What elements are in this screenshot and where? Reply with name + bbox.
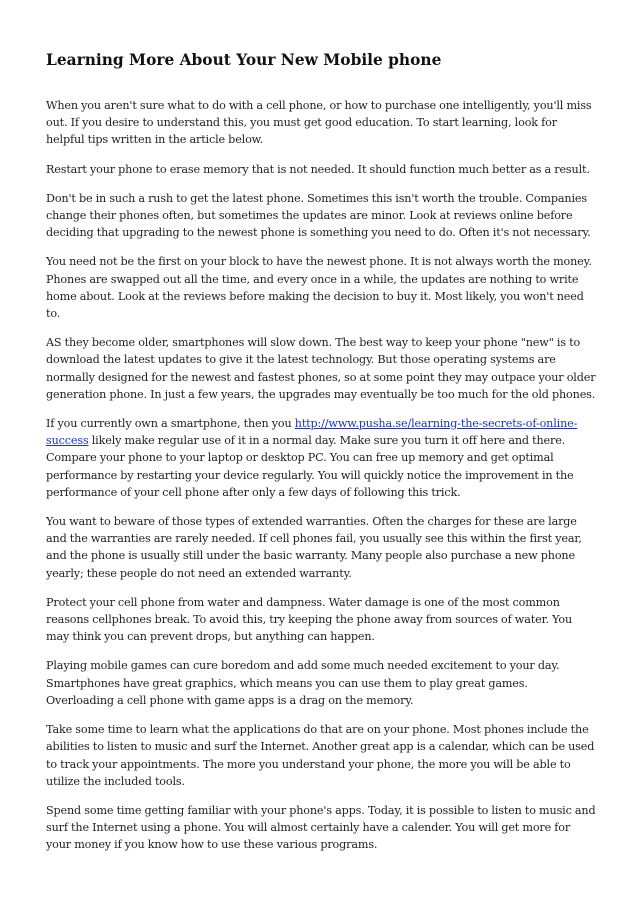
paragraph: Playing mobile games can cure boredom and add some much needed excitement to your day. Smartphones have great graphics, which means you can use them to play great games. Overloading a cell phone with game apps is a drag on the memory. [46,659,560,707]
article [46,50,596,866]
article-title: Learning More About Your New Mobile phone [46,51,442,69]
paragraph: Restart your phone to erase memory that is not needed. It should function much better as a result. [46,162,590,176]
paragraph: Don't be in such a rush to get the latest phone. Sometimes this isn't worth the trouble. Companies change their phones often, but sometimes the updates are minor. Look at reviews online before deciding that upgrading to the newest phone is something you need to do. Often it's not necessary. [46,191,591,240]
paragraph: AS they become older, smartphones will slow down. The best way to keep your phone "new" is to download the latest updates to give it the latest technology. But those operating systems are normally designed for the newest and fastest phones, so at some point they may outpace your older generation phone. In just a few years, the upgrades may eventually be too much for the old phones. [46,336,596,401]
paragraph-with-link [46,415,596,501]
link-paragraph-after: likely make regular use of it in a normal day. Make sure you turn it off here and there. Compare your phone to your laptop or desktop PC. You can free up memory and get optimal performance by restarting your device regularly. You will quickly notice the improvement in the performance of your cell phone after only a few days of following this trick. [46,434,574,499]
paragraph: You want to beware of those types of extended warranties. Often the charges for these are large and the warranties are rarely needed. If cell phones fail, you usually see this within the first year, and the phone is usually still under the basic warranty. Many people also purchase a new phone yearly; these people do not need an extended warranty. [46,515,582,580]
paragraph: When you aren't sure what to do with a cell phone, or how to purchase one intelligently, you'll miss out. If you desire to understand this, you must get good education. To start learning, look for helpful tips written in the article below. [46,99,592,147]
paragraph: Take some time to learn what the applications do that are on your phone. Most phones include the abilities to listen to music and surf the Internet. Another great app is a calendar, which can be used to track your appointments. The more you understand your phone, the more you will be able to utilize the included tools. [46,723,595,788]
link-paragraph-before: If you currently own a smartphone, then you [46,417,295,431]
paragraph: You need not be the first on your block to have the newest phone. It is not always worth the money. Phones are swapped out all the time, and every once in a while, the updates are nothing to write home about. Look at the reviews before making the decision to buy it. Most likely, you won't need to. [46,255,592,321]
paragraph: Spend some time getting familiar with your phone's apps. Today, it is possible to listen to music and surf the Internet using a phone. You will almost certainly have a calender. You will get more for your money if you know how to use these various programs. [46,803,596,852]
paragraph: Protect your cell phone from water and dampness. Water damage is one of the most common reasons cellphones break. To avoid this, try keeping the phone away from sources of water. You may think you can prevent drops, but anything can happen. [46,595,573,644]
article-link[interactable]: http://www.pusha.se/learning-the-secrets-of-online-success [46,417,578,448]
